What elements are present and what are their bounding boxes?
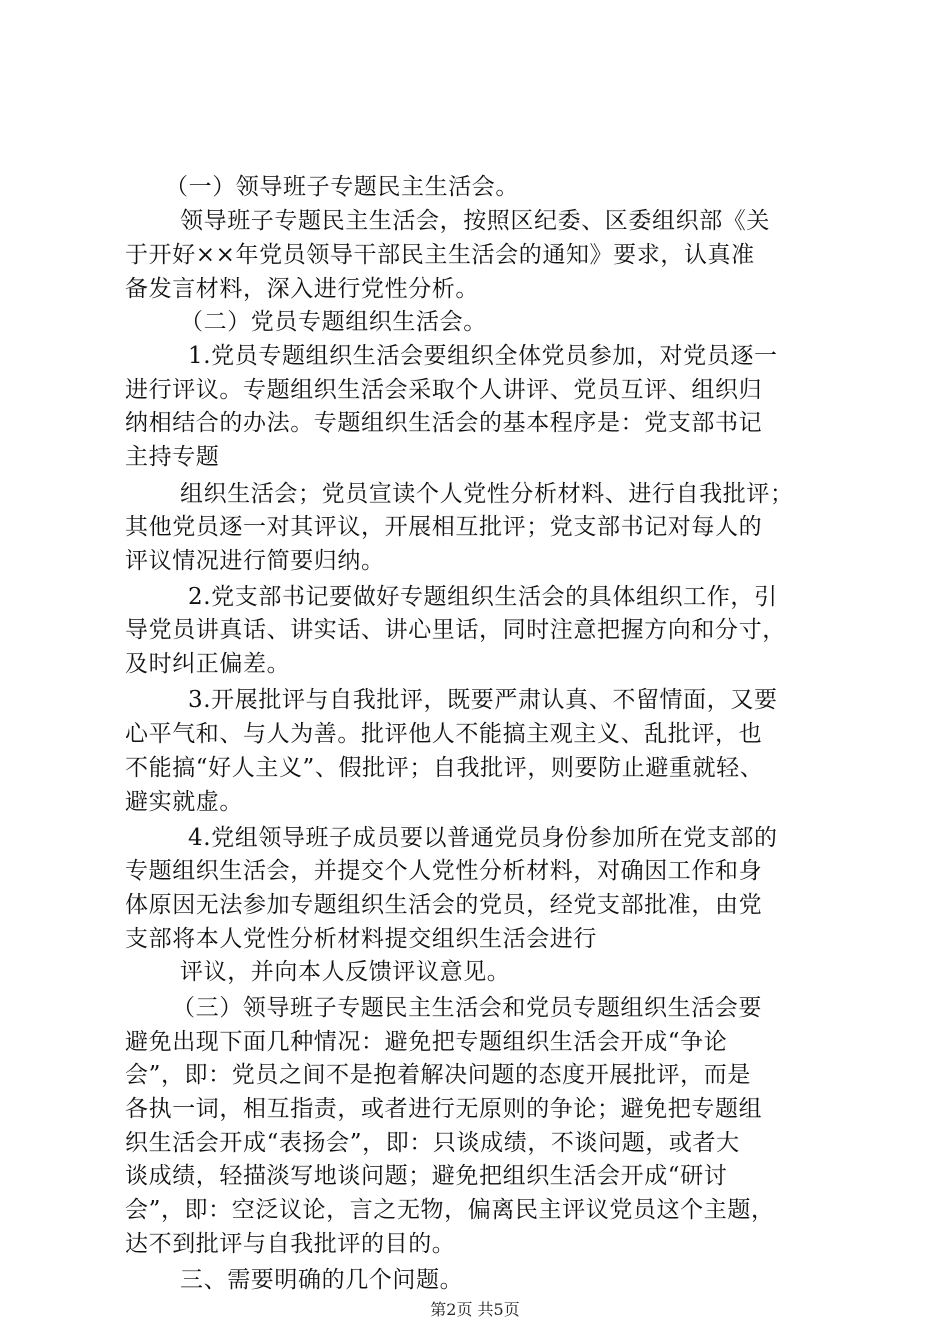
paragraph-line: 1.党员专题组织生活会要组织全体党员参加，对党员逐一	[188, 343, 778, 369]
paragraph-line: 专题组织生活会，并提交个人党性分析材料，对确因工作和身	[125, 858, 763, 884]
page-number-footer: 第2页 共5页	[430, 1300, 520, 1319]
paragraph-line: 纳相结合的办法。专题组织生活会的基本程序是：党支部书记	[125, 410, 763, 436]
paragraph-line: 评议情况进行简要归纳。	[125, 548, 385, 574]
paragraph-line: 其他党员逐一对其评议，开展相互批评；党支部书记对每人的	[125, 514, 763, 540]
paragraph-line: 组织生活会；党员宣读个人党性分析材料、进行自我批评；	[180, 481, 794, 507]
paragraph-line: 避实就虚。	[125, 789, 243, 815]
paragraph-line: 及时纠正偏差。	[125, 651, 291, 677]
heading-leadership-meeting: （一）领导班子专题民主生活会。	[165, 174, 519, 200]
paragraph-line: 避免出现下面几种情况：避免把专题组织生活会开成“争论	[125, 1029, 728, 1055]
paragraph-line: 3.开展批评与自我批评，既要严肃认真、不留情面，又要	[188, 687, 778, 713]
paragraph-line: 导党员讲真话、讲实话、讲心里话，同时注意把握方向和分寸，	[125, 617, 786, 643]
paragraph-line: 不能搞“好人主义”、假批评；自我批评，则要防止避重就轻、	[125, 755, 764, 781]
paragraph-line: 进行评议。专题组织生活会采取个人讲评、党员互评、组织归	[125, 377, 763, 403]
paragraph-line: （三）领导班子专题民主生活会和党员专题组织生活会要	[172, 995, 762, 1021]
paragraph-line: 主持专题	[125, 444, 220, 470]
paragraph-line: 支部将本人党性分析材料提交组织生活会进行	[125, 926, 597, 952]
paragraph-line: 谈成绩，轻描淡写地谈问题；避免把组织生活会开成“研讨	[125, 1163, 728, 1189]
heading-party-member-meeting: （二）党员专题组织生活会。	[180, 309, 487, 335]
paragraph-line: 4.党组领导班子成员要以普通党员身份参加所在党支部的	[188, 825, 778, 851]
paragraph-line: 评议，并向本人反馈评议意见。	[180, 959, 511, 985]
paragraph-line: 会”，即：党员之间不是抱着解决问题的态度开展批评，而是	[125, 1062, 751, 1088]
paragraph-line: 体原因无法参加专题组织生活会的党员，经党支部批准，由党	[125, 892, 763, 918]
paragraph-line: 于开好××年党员领导干部民主生活会的通知》要求，认真准	[125, 242, 755, 268]
section-heading: 三、需要明确的几个问题。	[180, 1267, 464, 1293]
paragraph-line: 备发言材料，深入进行党性分析。	[125, 276, 479, 302]
paragraph-line: 领导班子专题民主生活会，按照区纪委、区委组织部《关	[180, 208, 770, 234]
paragraph-line: 心平气和、与人为善。批评他人不能搞主观主义、乱批评，也	[125, 721, 763, 747]
paragraph-line: 达不到批评与自我批评的目的。	[125, 1231, 456, 1257]
paragraph-line: 各执一词，相互指责，或者进行无原则的争论；避免把专题组	[125, 1096, 763, 1122]
paragraph-line: 2.党支部书记要做好专题组织生活会的具体组织工作，引	[188, 584, 778, 610]
paragraph-line: 织生活会开成“表扬会”，即：只谈成绩，不谈问题，或者大	[125, 1130, 740, 1156]
paragraph-line: 会”，即：空泛议论，言之无物，偏离民主评议党员这个主题，	[125, 1197, 775, 1223]
